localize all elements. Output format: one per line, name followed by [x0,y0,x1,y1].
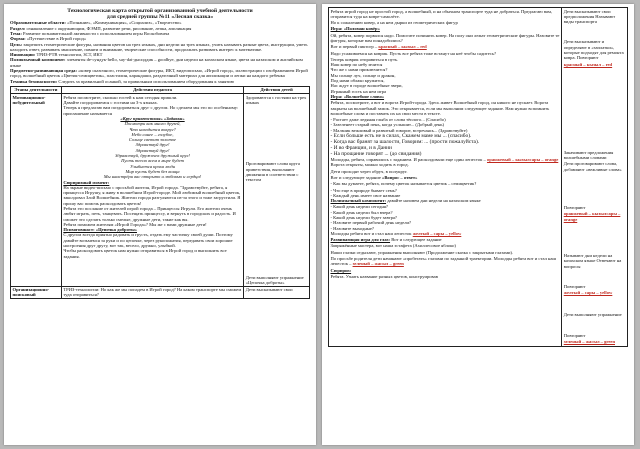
color-word: оранжевый – кызылсары – orange [486,157,559,163]
meta-areas: Образовательные области: «Познание», «Коммуникация», «Социализ», «Творчество» [10,20,182,26]
table-row [11,286,310,299]
children-action: Закачивают предложения волшебными словами [563,149,614,161]
stage-cell: Мотивационно-побудительный [11,94,62,286]
meta-topic: Тема: Развитие познавательной активности с использованием игры Воскобовича [10,31,170,36]
lesson-meta [10,20,310,84]
children-action: зеленый – жасыл – green [563,339,616,345]
children-action: желтый – сары – yellow [563,290,613,296]
children-action: Проговаривают слова круга приветствия, выполняют движения в соответствии с текстом [245,161,300,183]
meta-environment: Предметно-развивающая среда: «ковер сказочного, геометрические фигуры, ИКТ, видеописьмо, «Игрой город», иллюстрации с изображением Игрой город, волшебный цветок «Цветик-семицветик», пластилин, карандаши, раздаточный материал для аппликации и лепки на каждого ребенка [10,68,308,79]
children-cell: Дети высказывают свои [244,286,310,299]
game-title: Развивающая игра для глаз: [330,237,391,243]
meta-form: Форма: «Путешествие в Игрой город» [10,36,87,42]
gym-text: С другом всегда приятно радовать и грусть, отдать ему частичку своей души. Поэтому давайте возьмемся за руки и по цепочке, через рукопожатия, передавать свои хорошие настроения друг другу, вот так, весело, дружно, улыбкой. [63,232,233,249]
greeting-poem: Посмотри как много друзей, Что находится вокруг? Небо синее – голубое, Солнце светит золотое Здравствуй друг! Здравствуй друг! Здравствуй, дружочек дружный круг! Пусть тепло всем в мире будет Улыбнется кроха люди Мир пусть будет без конца Мы наастрёрн вас открыто и любовью и сердца! [103,121,202,180]
children-action: Повторяют [563,283,586,289]
teacher-text: Теперь я предлагаю вам поздороваться друг с другом. Но сделаем мы это по особенному: приглашение называется [63,105,239,116]
surprise-text: Ребята поможем жителям «Игрой Города»? Мы же с вами дружные дети! [63,221,207,227]
lesson-table [10,86,310,299]
stage-cell: Организационно-поисковый [11,286,62,299]
children-action: Повторяют [563,332,586,338]
meta-section: Раздел: ознакомление с окружающим, ФЭМП, развитие речи, рисование, лепка, аппликация [10,25,192,31]
flight-rhyme: Теперь коврик отправиться в путь. Наш ковер по небу мчится Что же с нами приключится? Мы солнце луч, солнце и дракон, Под нами облако кружится, Нас ждут в городе волшебные звери, Игранный гость на нем игра [330,56,403,94]
document-page-2 [322,4,634,445]
children-action: Повторяют [563,205,586,211]
game-title: Сюрприз: [330,267,352,273]
meta-polylingual: Полиязычный компонент: элементы de-сундук-hello, say-dat-дысиддик – goodbye, дни недели на казахском языке, цвета на казахском и английском языке [10,57,303,68]
lesson-table-continued [328,7,628,347]
circle-title: «Круг приветствия» «Задавки» [120,115,185,121]
document-page-1 [4,4,316,445]
teacher-cell: ТРИЗ-технологии: Но как же мы попадем в Игрой город? На каком транспорте мы сможем туда отправиться? [61,286,243,299]
game-title: Игра: «Волшебное слово» [330,93,385,99]
table-row [329,8,628,347]
children-action: Дети выполняют упражнение [563,312,622,318]
children-action: Называют дни недели на казахском языке Отвечают на вопросы [563,252,622,269]
title-line-1: Технологическая карта открытой организованной учебной деятельности [67,8,253,14]
gym-title: Психогимнаст: «Цепочка доброты» [63,227,137,233]
meta-innovations: Инновации: ТРИЗ-РТВ технологии, ЗСТ, ИКТ [10,52,103,58]
children-cell [244,94,310,286]
game-title: «Вопрос – ответ» [382,174,418,180]
children-action: красный – кызыл – red [563,61,613,67]
teacher-text: Ребята посмотрите, сколько гостей к нам сегодня пришли. [63,94,178,100]
surprise-text: На экране видео-письмо с просьбой жителя, Игрой города. "Здравствуйте, ребята, я принцесса Игрушу, я живу в волшебном Игрой-городе. Мой любимый волшебный цветок, заколдовал Злой Волшебник. Жители города разгуляются из-за этого и тоже загрустили. Я прошу вас помочь расколдовать цветок! [63,184,241,206]
children-action: Дети высказывают свои предположения Называют виды транспорта [563,8,616,25]
meta-safety: Техника безопасности: Следить за правильной осанкой, за правильным использованием оборудования к занятию [10,78,235,84]
document-title [10,8,310,20]
children-action: Здороваются с гостями на трех языках [245,94,307,106]
header-children: Действия детей [244,86,310,93]
header-stage: Этапы деятельности [11,86,62,93]
children-action: Дети высказывают и определяют в «заплатки», которые подходят для ремонта ковра. Повторяют [563,39,624,61]
table-header-row [11,86,310,93]
table-row [11,94,310,286]
gym-text: Чтобы расколдовать цветок нам нужно отправиться в Игрой город и выполнить все задания. [63,248,227,259]
surprise-text: Ребята это послание от жителей игрой города – Принцессы Игрули. Его жители очень любят играть, петь, танцевать. Посещать принцессу, и вернуть в городских и радость. И сможет это сделать только смелые, дружные дети, такие как вы. [63,206,236,222]
meta-goal: Цель: закрепить геометрические фигуры, названия цветов на трех языках, дни недели на трех языках, учить называть разные цвета, инструкции, уметь находить ответ, развивать мышление, памяти и внимание, творческие способности, продолжать развивать интерес к математике. [10,41,308,52]
children-action: Дети проговаривают слова, добавляют «вежливые слова» [563,161,622,172]
color-word: желтый – сары – yellow [412,230,462,236]
color-word: зеленый – жасыл – green [352,261,404,267]
children-cell [562,8,628,347]
teacher-text: Давайте поздороваемся с гостями на 3-х языках. [63,100,158,106]
surprise-title: Сюрпризный момент: [63,179,110,185]
children-actions [564,9,626,345]
teacher-cell [61,94,243,286]
header-teacher: Действия педагога [61,86,243,93]
teacher-cell: Ребята игрой город не простой город, а волшебный, и на обычном транспорте туда не добраться. Предлагаю вам, отправится туда на ковре-самолёте. Но к сожалению ковер, а на нем дырки из геометрических фигур Игра: «Поломан ковёр» Ой, ребята, ковер порвался надо. Помогите починить ковер. На полу они лежат геометрические фигуры. Назовите те фигуры, которые вам понадобились? Вот и первый пиктогр – красный – кызыл – red Надо усаживаемся на коврик. Пусть все ребята тоже встанут на неё чтобы садитесь? Теперь коврик отправиться в путь. Наш ковер по небу мчится Что же с нами приключится? Мы солнце луч, солнце и дракон, Под нами облако кружится, Нас ждут в городе волшебные звери, Игранный гость на нем игра Игра: «Волшебное слово» Ребята, посмотрите, а вот и ворота Игрой-города. Здесь живет Волшебный город, он никого не пускает. Ворота закрыты на волшебный замок. Это открывается, если мы выполним следующее задание. Нам нужно вспомнить волшебные слова и поставить их на свои места в тексте. - Растает даже ледяная глыба от слова тёплого... (Спасибо) - Зазеленеет старый пень, когда услышит... (Добрый день) - Мальчик вежливый и развитый говорит, встречаясь... (Здравствуйте) - Если больше есть не в силах, Скажем маме мы ... (спасибо). - Когда вас бранят за шалости, Говорим: ... (прости пожалуйста). - И во Франции, и в Дании - На прощание говорят ... (до свидания) Молодцы, ребята, справились с заданием. И расколдовали еще один лепесток – оранжевый – кызылсары – orange Ворота открыты, можно ходить в город. Дети проходят через обруч, в полукруг. Вот и следующее задание «Вопрос – ответ» - Как вы думаете, ребята, почему цветок называется цветик – семицветик? - Что еще в природе бывает семь? - Каждый день имеет свое название Полиязычный компонент: давайте назовем дни недели на казахском языке - Какой день недели сегодня? - Какой день недели был вчера? - Какой день недели будет завтра? - Назовите первый рабочий день недели? - Назовите выходные? Молодцы ребята вот и стал наш лепесток желтый – сары – yellow Развивающая игра для глаз: Вот и следующее задание Запряжённые мастера, вот наша эстафета (Ахиллесовое яблоко) Наши глазки отдыхают, упражнения выполняют (Продолжение сказка с закрытыми глазами). По просьбе родителя дети начинают «пробегать» глазами по заданной траектории. Молодцы ребята вот и стал наш лепесток – зеленый – жасыл – green Сюрприз: Ребята. Узнать название разных цветов, конструировав [329,8,562,347]
children-action: оранжевый – кызылсары – orange [563,211,621,222]
color-word: красный – кызыл – red [378,44,427,50]
game-title: Полиязычный компонент: [330,198,387,204]
title-line-2: для средней группы №11 «Лесная сказка» [106,14,214,21]
game-title: Игра: «Поломан ковёр» [330,26,380,32]
children-action: Дети выполняют упражнение «Цепочка доброты» [245,274,304,285]
